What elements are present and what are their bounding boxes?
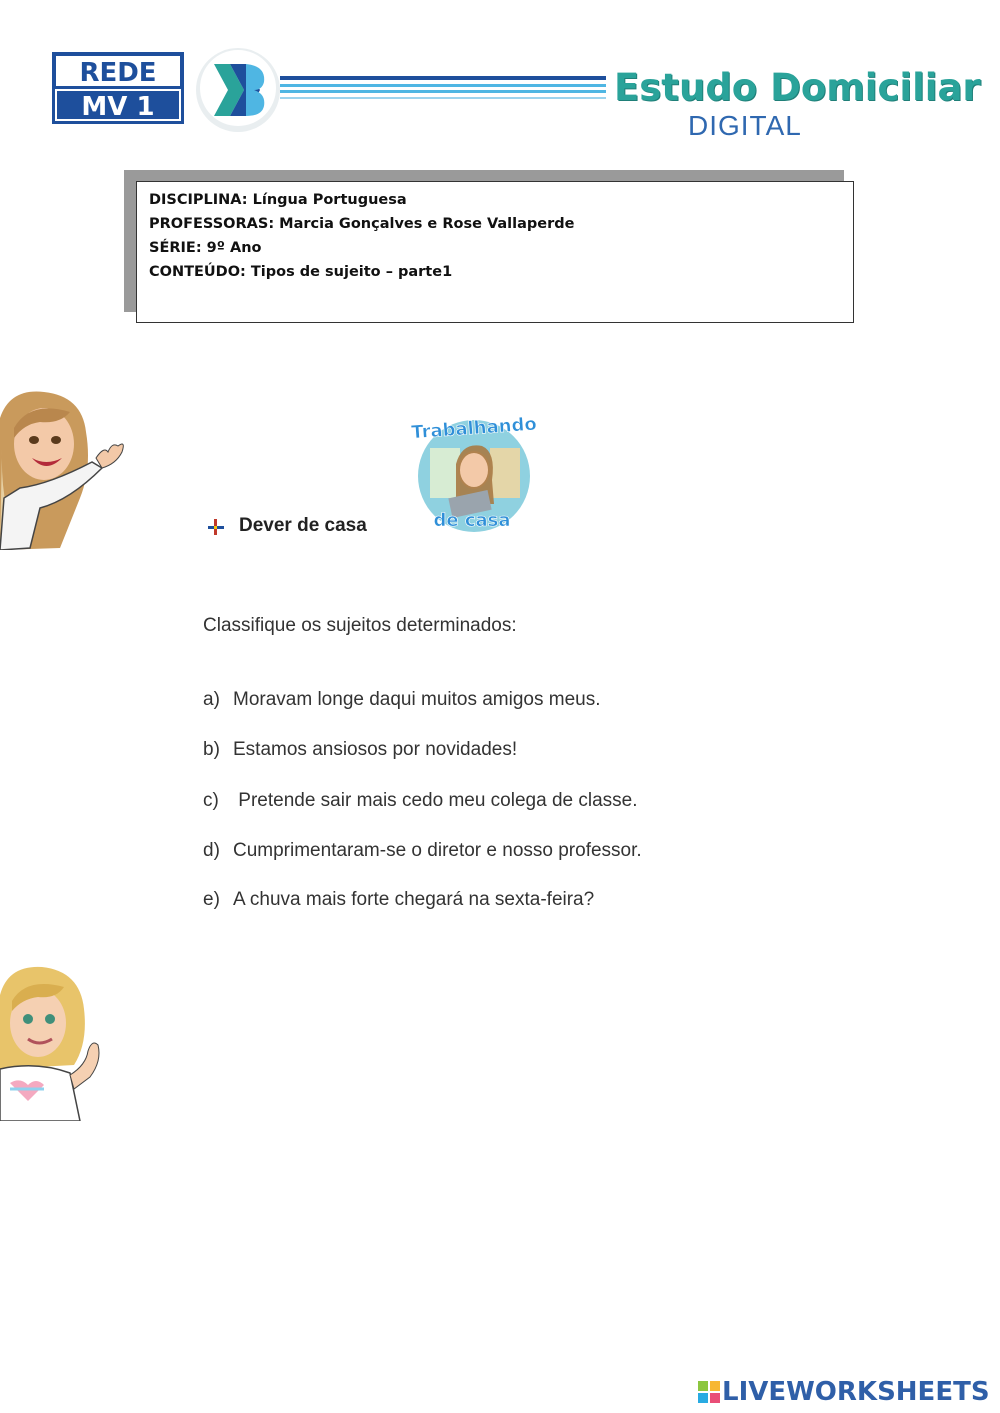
liveworksheets-logo-icon [698,1381,720,1403]
question-text: Moravam longe daqui muitos amigos meus. [233,689,601,710]
info-conteudo: CONTEÚDO: Tipos de sujeito – parte1 [149,264,453,280]
teacher-avatar-pointing [0,388,128,550]
question-item [203,739,517,761]
header-title: Estudo Domiciliar [614,66,981,109]
info-box [136,181,854,323]
question-letter: d) [203,840,220,861]
question-text: Estamos ansiosos por novidades! [233,739,518,760]
info-professoras: PROFESSORAS: Marcia Gonçalves e Rose Vallaperde [149,216,575,232]
logo-line1: REDE [79,58,157,88]
header-subtitle: DIGITAL [688,110,802,141]
question-letter: b) [203,739,220,760]
question-text: Pretende sair mais cedo meu colega de classe. [233,790,638,811]
question-letter: c) [203,790,219,811]
rede-mv1-logo [52,52,184,124]
badge-title: Trabalhando [410,413,538,444]
cross-bullet-icon [206,517,226,537]
homework-label: Dever de casa [239,515,367,536]
teacher-avatar-waving [0,965,104,1121]
working-from-home-badge [410,408,538,536]
header-divider-lines [280,74,608,104]
homework-instruction: Classifique os sujeitos determinados: [203,615,517,636]
question-item [203,790,638,812]
question-text: Cumprimentaram-se o diretor e nosso professor. [233,840,642,861]
question-item [203,689,601,711]
logo-line2: MV 1 [81,92,155,122]
info-serie: SÉRIE: 9º Ano [149,240,262,256]
question-item [203,840,642,862]
question-letter: a) [203,689,220,710]
xb-circle-logo [194,44,282,136]
question-text: A chuva mais forte chegará na sexta-feira? [233,889,595,910]
question-letter: e) [203,889,220,910]
badge-subtitle: de casa [433,510,511,531]
liveworksheets-brand[interactable]: LIVEWORKSHEETS [722,1377,990,1407]
question-item [203,889,594,911]
info-disciplina: DISCIPLINA: Língua Portuguesa [149,192,407,208]
